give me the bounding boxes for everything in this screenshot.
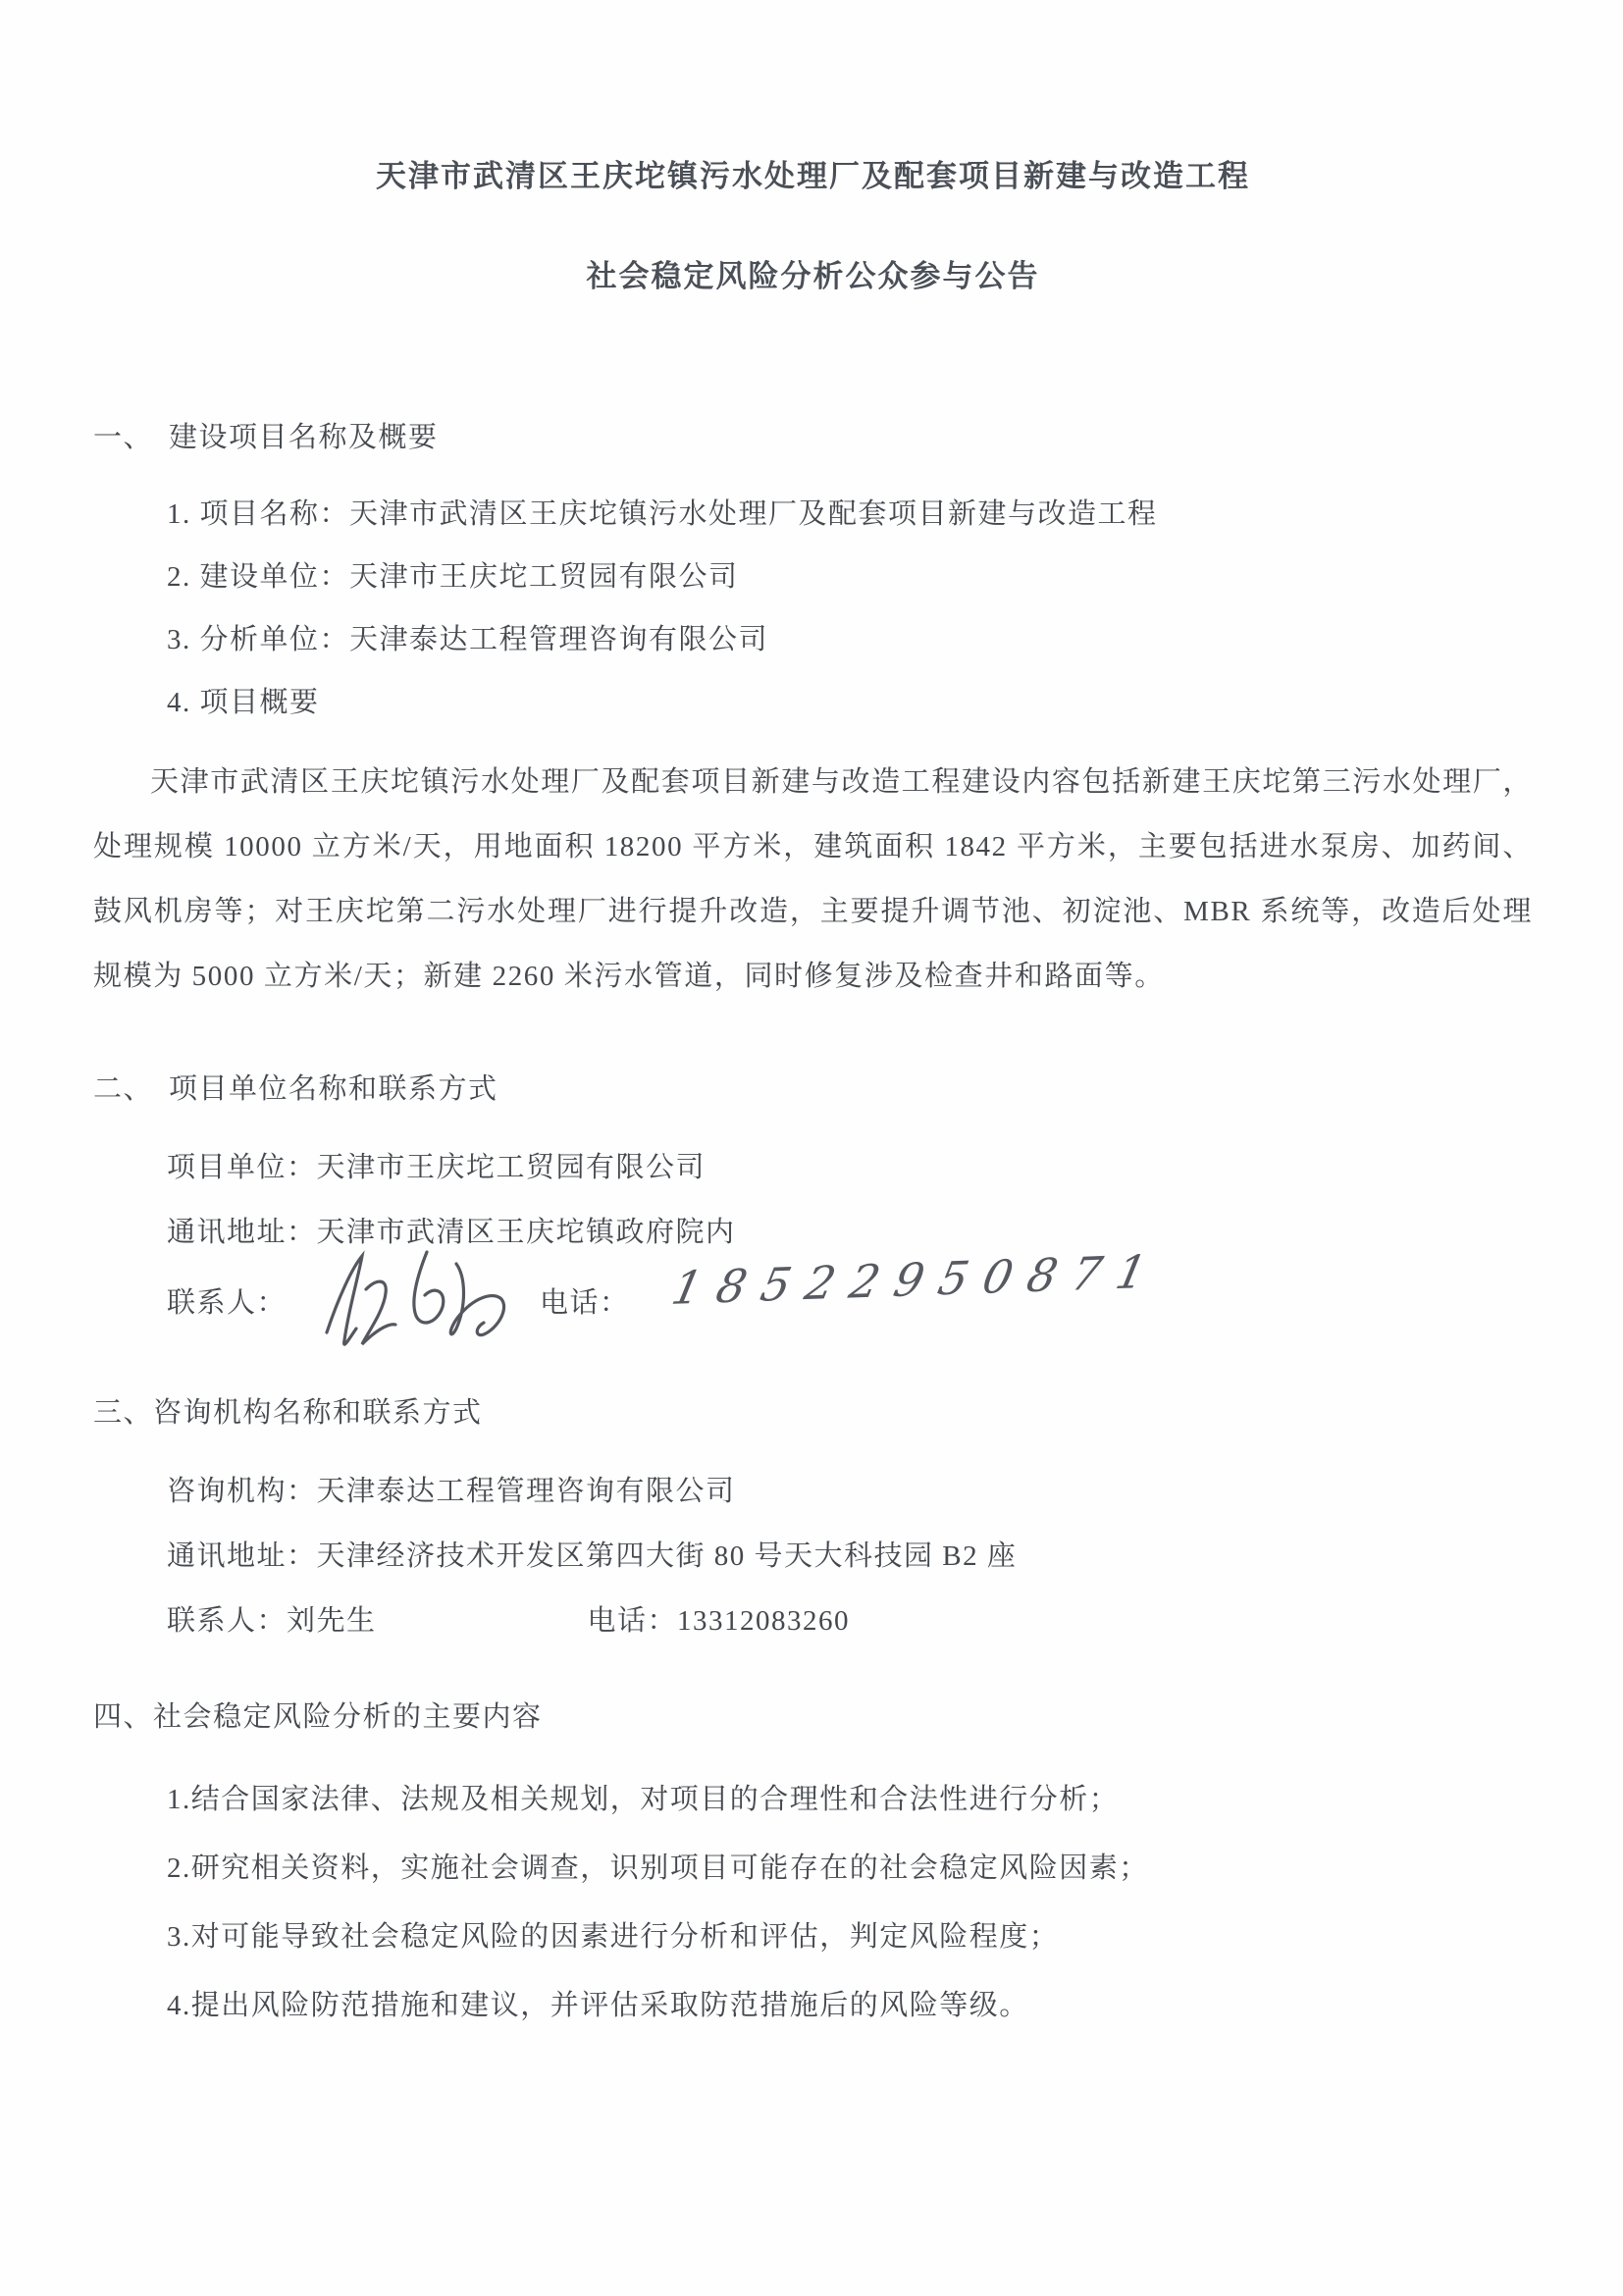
consulting-phone-label: 电话： xyxy=(587,1605,678,1637)
consulting-contact-line xyxy=(167,1601,1533,1641)
consulting-address-label: 通讯地址： xyxy=(167,1540,317,1572)
section-1-heading: 一、 建设项目名称及概要 xyxy=(93,422,439,453)
analysis-content-item-2: 2.研究相关资料，实施社会调查，识别项目可能存在的社会稳定风险因素； xyxy=(167,1852,1149,1884)
consulting-address-value: 天津经济技术开发区第四大街 80 号天大科技园 B2 座 xyxy=(316,1540,1018,1572)
consulting-phone-value: 13312083260 xyxy=(677,1605,851,1637)
project-overview-paragraph: 天津市武清区王庆坨镇污水处理厂及配套项目新建与改造工程建设内容包括新建王庆坨第三污水处理厂，处理规模 10000 立方米/天，用地面积 18200 平方米，建筑面积 1842 平方米，主要包括进水泵房、加药间、鼓风机房等；对王庆坨第二污水处理厂进行提升改造，主要提升调节池、初淀池、MBR 系统等，改造后处理规模为 5000 立方米/天；新建 2260 米污水管道，同时修复涉及检查井和路面等。 xyxy=(93,766,1533,992)
consulting-org-address-line xyxy=(167,1537,1533,1576)
phone-label: 电话： xyxy=(540,1287,630,1319)
consulting-contact-value: 刘先生 xyxy=(287,1605,377,1637)
handwritten-signature xyxy=(309,1238,535,1356)
project-unit-line xyxy=(167,1148,1533,1187)
handwritten-phone-number: 18522950871 xyxy=(667,1244,1168,1315)
section-1-item-project-name: 1. 项目名称：天津市武清区王庆坨镇污水处理厂及配套项目新建与改造工程 xyxy=(167,498,1158,530)
document-title: 天津市武清区王庆坨镇污水处理厂及配套项目新建与改造工程 xyxy=(376,159,1250,193)
document-subtitle: 社会稳定风险分析公众参与公告 xyxy=(586,259,1040,293)
section-1-item-analysis-unit: 3. 分析单位：天津泰达工程管理咨询有限公司 xyxy=(167,624,769,655)
consulting-org-line xyxy=(167,1472,1533,1511)
section-1-item-construction-unit: 2. 建设单位：天津市王庆坨工贸园有限公司 xyxy=(167,561,739,593)
analysis-content-item-4: 4.提出风险防范措施和建议，并评估采取防范措施后的风险等级。 xyxy=(167,1990,1029,2021)
section-1-item-project-overview: 4. 项目概要 xyxy=(167,687,320,718)
analysis-content-item-3: 3.对可能导致社会稳定风险的因素进行分析和评估，判定风险程度； xyxy=(167,1921,1060,1953)
project-unit-label: 项目单位： xyxy=(167,1152,317,1183)
address-label: 通讯地址： xyxy=(167,1217,317,1248)
analysis-content-item-1: 1.结合国家法律、法规及相关规划，对项目的合理性和合法性进行分析； xyxy=(167,1784,1120,1815)
project-unit-value: 天津市王庆坨工贸园有限公司 xyxy=(316,1152,707,1183)
section-2-heading: 二、 项目单位名称和联系方式 xyxy=(93,1073,498,1105)
project-unit-contact-line xyxy=(93,1244,1533,1338)
section-3-heading: 三、咨询机构名称和联系方式 xyxy=(93,1397,483,1429)
consulting-org-value: 天津泰达工程管理咨询有限公司 xyxy=(316,1476,736,1507)
contact-person-label: 联系人： xyxy=(167,1287,288,1319)
consulting-contact-label: 联系人： xyxy=(167,1605,288,1637)
section-4-heading: 四、社会稳定风险分析的主要内容 xyxy=(93,1701,543,1733)
consulting-org-label: 咨询机构： xyxy=(167,1476,317,1507)
address-value: 天津市武清区王庆坨镇政府院内 xyxy=(316,1217,736,1248)
